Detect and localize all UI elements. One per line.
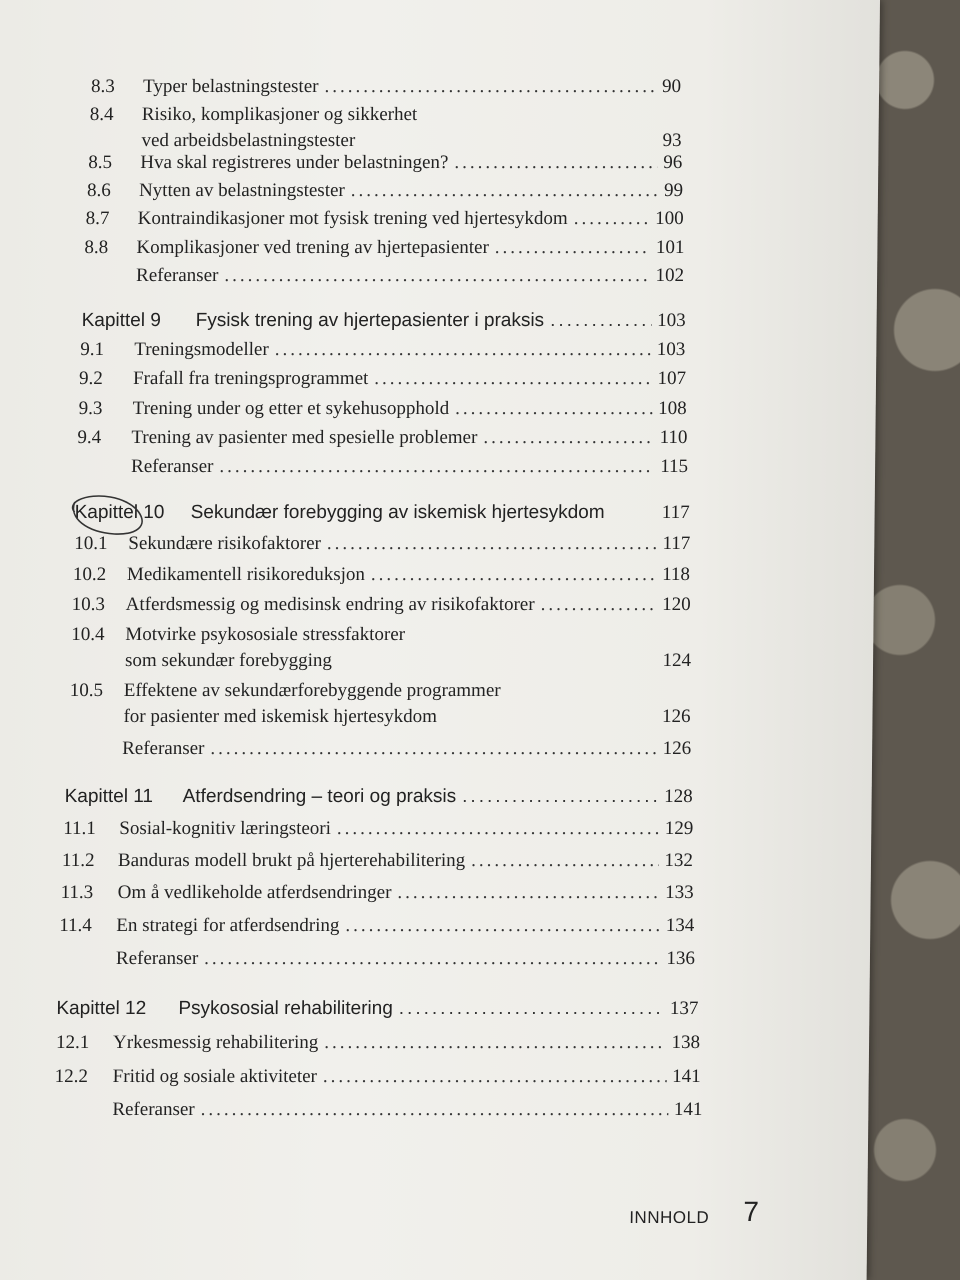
section-title: ved arbeidsbelastningstester: [141, 130, 356, 151]
page-number: 115: [660, 456, 689, 477]
section-title: Trening av pasienter med spesielle problemer: [131, 427, 478, 448]
page-number: 100: [655, 208, 684, 229]
page-number: 136: [666, 948, 696, 969]
leader-dots: [323, 1064, 667, 1090]
section-title: Banduras modell brukt på hjerterehabilitering: [117, 850, 466, 871]
section-number: 9.1: [80, 339, 105, 360]
leader-dots: [495, 235, 650, 261]
leader-dots: [462, 784, 658, 810]
leader-dots: [324, 1030, 666, 1056]
leader-dots: [443, 704, 656, 730]
section-title: Typer belastningstester: [142, 76, 319, 97]
page-number: 129: [664, 818, 694, 839]
page-number: 90: [661, 76, 682, 97]
page-number: 138: [671, 1032, 701, 1053]
section-number: 8.8: [84, 237, 109, 258]
page-number: 101: [655, 237, 685, 258]
leader-dots: [455, 396, 652, 422]
leader-dots: [219, 454, 654, 480]
section-number: 10.2: [72, 564, 107, 585]
section-title: Kontraindikasjoner mot fysisk trening ved hjertesykdom: [137, 208, 568, 229]
section-number: 8.7: [85, 208, 110, 229]
section-title: Referanser: [112, 1099, 195, 1120]
section-number: 10.4: [71, 624, 105, 645]
leader-dots: [454, 150, 657, 176]
leader-dots: [397, 880, 659, 906]
footer-section-label: INNHOLD: [629, 1208, 710, 1227]
leader-dots: [275, 337, 651, 363]
leader-dots: [351, 178, 658, 204]
section-title: Medikamentell risikoreduksjon: [126, 564, 366, 585]
section-title: Sosial-kognitiv læringsteori: [119, 818, 332, 839]
section-title-line1: Effektene av sekundærforebyggende programmer: [123, 680, 501, 701]
section-title: Treningsmodeller: [134, 339, 269, 360]
section-title: Referanser: [122, 738, 205, 759]
section-title: Nytten av belastningstester: [138, 180, 345, 201]
section-number: 10.3: [71, 594, 106, 615]
page-number: 141: [672, 1066, 701, 1087]
page-number: 93: [662, 130, 682, 151]
section-title: Trening under og etter et sykehusopphold: [132, 398, 450, 419]
chapter-title: Atferdsendring – teori og praksis: [182, 786, 457, 807]
leader-dots: [371, 562, 656, 588]
section-title: Referanser: [131, 456, 214, 477]
page-number: 128: [664, 786, 693, 807]
leader-dots: [201, 1097, 668, 1123]
leader-dots: [210, 736, 656, 762]
page-number: 126: [661, 706, 691, 727]
page-number: 103: [656, 339, 686, 360]
section-title-line1: Motvirke psykososiale stressfaktorer: [125, 624, 406, 645]
section-title: Fritid og sosiale aktiviteter: [112, 1066, 318, 1087]
chapter-number: Kapittel 9: [81, 310, 161, 331]
chapter-number: Kapittel 11: [64, 786, 154, 807]
section-number: 8.4: [89, 104, 114, 125]
page-number: 120: [662, 594, 691, 615]
section-number: 8.5: [88, 152, 113, 173]
leader-dots: [338, 648, 657, 674]
section-title-line1: Risiko, komplikasjoner og sikkerhet: [141, 104, 418, 125]
chapter-title: Sekundær forebygging av iskemisk hjertesykdom: [190, 502, 605, 523]
leader-dots: [345, 913, 660, 939]
section-number: 12.1: [55, 1032, 90, 1053]
page-number: 103: [657, 310, 686, 331]
page-number: 132: [664, 850, 694, 871]
pen-mark: [66, 488, 157, 546]
chapter-title: Psykososial rehabilitering: [178, 998, 393, 1019]
page-number: 124: [662, 650, 692, 671]
section-number: 11.4: [59, 915, 92, 936]
leader-dots: [540, 592, 656, 618]
section-title: Referanser: [115, 948, 199, 969]
section-title: Sekundære risikofaktorer: [128, 533, 322, 554]
section-number: 10.1: [74, 533, 108, 554]
leader-dots: [374, 366, 651, 392]
section-number: 8.6: [86, 180, 111, 201]
leader-dots: [204, 946, 660, 972]
section-title: for pasienter med iskemisk hjertesykdom: [123, 706, 438, 727]
section-number: 8.3: [90, 76, 115, 97]
leader-dots: [550, 308, 651, 334]
leader-dots: [471, 848, 659, 874]
page-number: 134: [665, 915, 695, 936]
footer-page-number: 7: [743, 1196, 760, 1227]
page-number: 117: [661, 502, 690, 523]
section-number: 9.3: [78, 398, 103, 419]
page-number: 126: [662, 738, 692, 759]
chapter-number: Kapittel 12: [56, 998, 147, 1019]
section-title: Yrkesmessig rehabilitering: [112, 1032, 319, 1053]
section-number: 11.2: [61, 850, 95, 871]
section-title: Komplikasjoner ved trening av hjertepasienter: [136, 237, 489, 258]
section-title: Frafall fra treningsprogrammet: [132, 368, 369, 389]
section-number: 9.2: [78, 368, 103, 389]
page-number: 133: [665, 882, 694, 903]
section-title: Hva skal registreres under belastningen?: [140, 152, 449, 173]
page-number: 110: [659, 427, 688, 448]
leader-dots: [483, 425, 654, 451]
page-number: 99: [663, 180, 684, 201]
section-title: Om å vedlikeholde atferdsendringer: [117, 882, 392, 903]
page-number: 117: [662, 533, 691, 554]
page-number: 118: [662, 564, 691, 585]
page-number: 108: [658, 398, 687, 419]
chapter-number: Kapittel 10: [74, 502, 165, 523]
leader-dots: [574, 206, 650, 232]
section-title: Atferdsmessig og medisinsk endring av risikofaktorer: [125, 594, 535, 615]
section-number: 12.2: [54, 1066, 89, 1087]
section-title: Referanser: [136, 265, 219, 286]
section-number: 11.1: [63, 818, 96, 839]
page-number: 141: [673, 1099, 703, 1120]
leader-dots: [337, 816, 659, 842]
page-number: 96: [663, 152, 683, 173]
section-number: 11.3: [60, 882, 94, 903]
section-title: En strategi for atferdsendring: [116, 915, 340, 936]
section-number: 10.5: [69, 680, 104, 701]
page-number: 137: [669, 998, 699, 1019]
section-title: som sekundær forebygging: [124, 650, 333, 671]
leader-dots: [224, 263, 649, 289]
page-number: 102: [655, 265, 685, 286]
page-number: 107: [657, 368, 687, 389]
chapter-title: Fysisk trening av hjertepasienter i praksis: [195, 310, 545, 331]
leader-dots: [324, 74, 656, 100]
leader-dots: [327, 531, 657, 557]
leader-dots: [399, 996, 664, 1022]
section-number: 9.4: [77, 427, 102, 448]
